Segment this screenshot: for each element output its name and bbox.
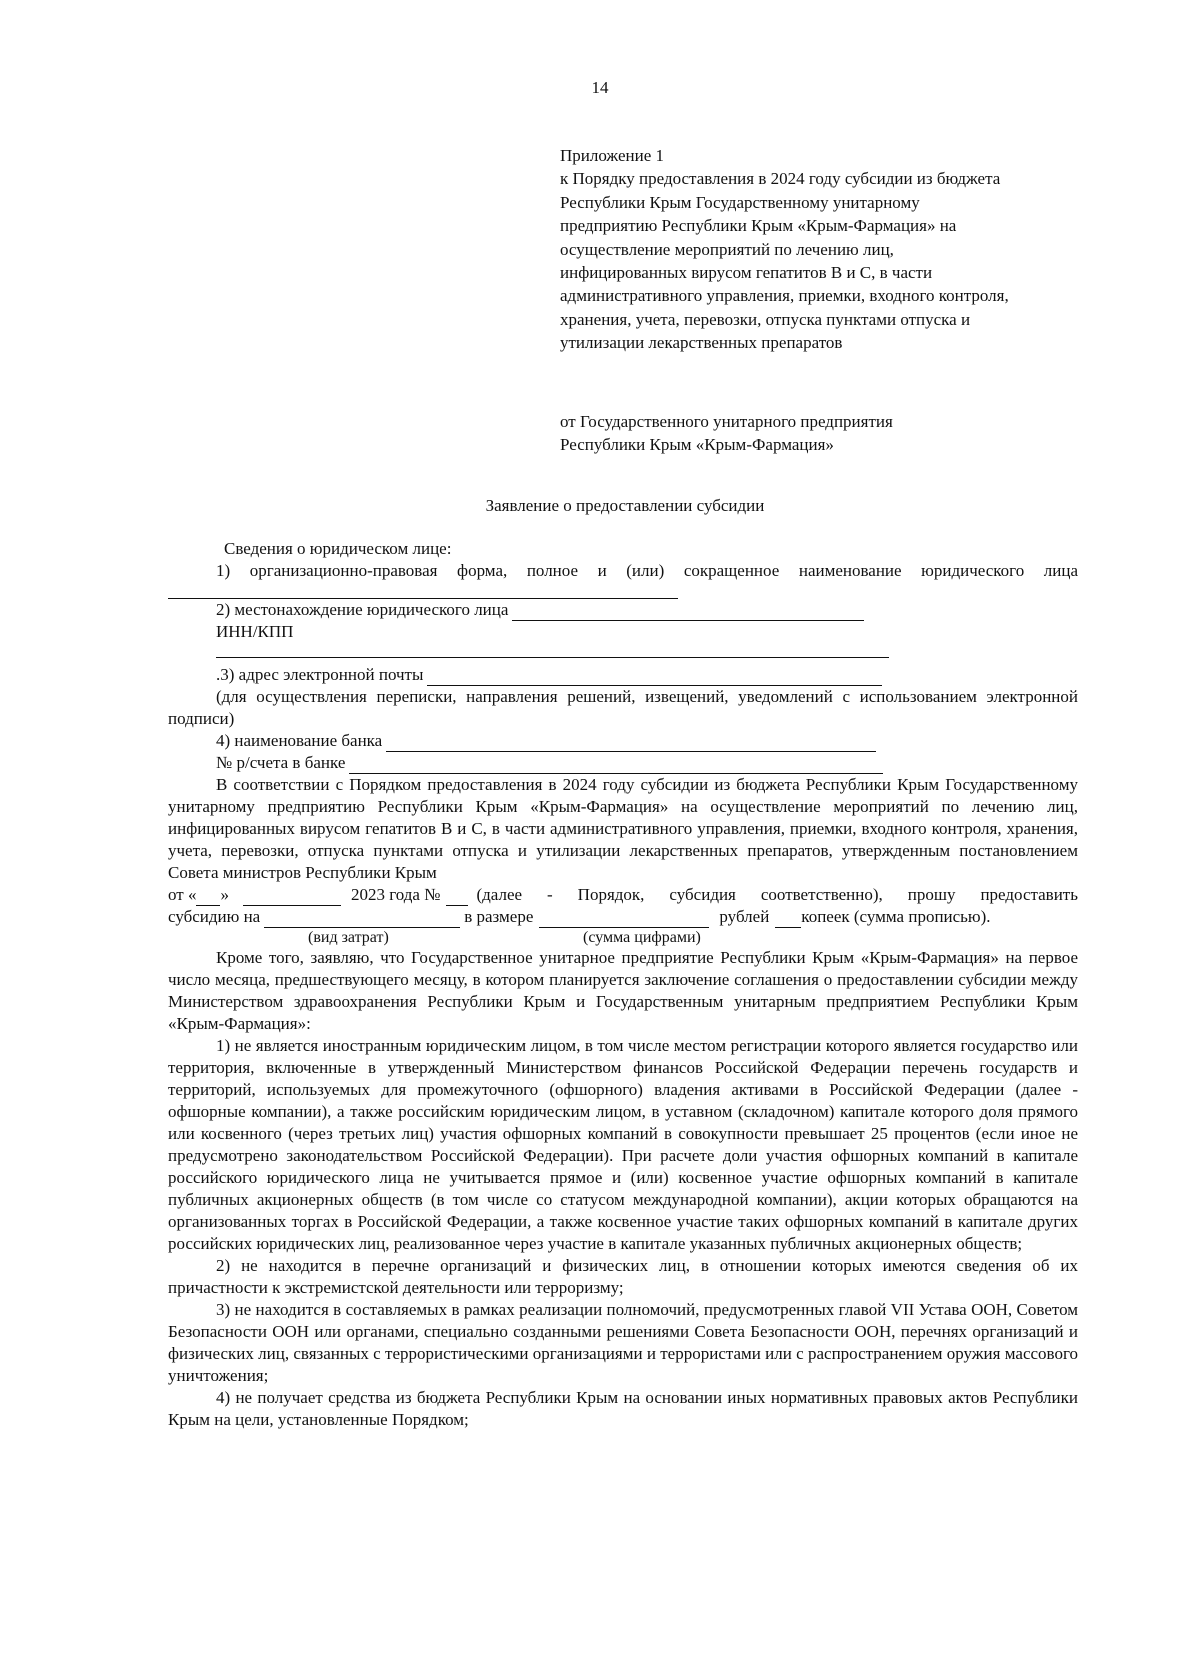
month-blank	[243, 889, 341, 906]
appendix-line: к Порядку предоставления в 2024 году субсидии из бюджета	[560, 169, 1001, 189]
sender-line: Республики Крым «Крым-Фармация»	[560, 435, 834, 454]
caption-amount: (сумма цифрами)	[583, 929, 701, 946]
declaration-item-2: 2) не находится в перечне организаций и физических лиц, в отношении которых имеются сведения об их причастности к экстремистской деятельности или терроризму;	[168, 1256, 1078, 1297]
appendix-line: хранения, учета, перевозки, отпуска пунктами отпуска и	[560, 309, 971, 329]
blank-line	[512, 604, 864, 621]
year-label: 2023 года №	[350, 885, 441, 904]
inn-kpp-label: ИНН/КПП	[216, 622, 294, 641]
blank-line	[427, 669, 882, 686]
appendix-line: административного управления, приемки, входного контроля,	[560, 286, 1009, 306]
blank-line	[216, 643, 889, 658]
document-title: Заявление о предоставлении субсидии	[485, 496, 765, 515]
appendix-line: утилизации лекарственных препаратов	[560, 333, 843, 353]
date-suffix: (далее - Порядок, субсидия соответственно), прошу предоставить	[476, 885, 1078, 904]
form-item-3-row	[168, 664, 1078, 686]
form-item-1-blank-row	[168, 582, 1078, 599]
declaration-item-1: 1) не является иностранным юридическим лицом, в том числе местом регистрации которого является государство или территория, включенные в утвержденный Министерством финансов Российской Федерации перечень государств и территорий, используемых для промежуточного (офшорного) владения активами в Российской Федерации (далее - офшорные компании), а также российским юридическим лицом, в уставном (складочном) капитале которого доля прямого или косвенного (через третьих лиц) участия офшорных компаний в совокупности превышает 25 процентов (если иное не предусмотрено законодательством Российской Федерации). При расчете доли участия офшорных компаний в капитале российского юридического лица не учитывается прямое и (или) косвенное участие офшорных компаний в капитале публичных акционерных обществ (в том числе со статусом международной компании), акции которых обращаются на организованных торгах в Российской Федерации, а также косвенное участие таких офшорных компаний в капитале других российских юридических лиц, реализованное через участие в капитале указанных публичных акционерных обществ;	[168, 1036, 1078, 1253]
caption-cost-type: (вид затрат)	[308, 929, 389, 946]
appendix-line: Республики Крым Государственному унитарному	[560, 192, 920, 212]
account-label: № р/счета в банке	[216, 753, 346, 772]
appendix-line: Приложение 1	[560, 146, 664, 165]
form-item-1: 1) организационно-правовая форма, полное и (или) сокращенное наименование юридического лица	[216, 561, 1078, 580]
form-item-2-label: 2) местонахождение юридического лица	[216, 600, 509, 619]
declaration-intro: Кроме того, заявляю, что Государственное унитарное предприятие Республики Крым «Крым-Фармация» на первое число месяца, предшествующего месяцу, в котором планируется заключение соглашения о предоставлении субсидии между Министерством здравоохранения Республики Крым и Государственным унитарным предприятием Республики Крым «Крым-Фармация»:	[168, 948, 1078, 1033]
subsidy-row	[168, 906, 1078, 928]
appendix-line: инфицированных вирусом гепатитов В и С, в части	[560, 263, 933, 283]
sender-line: от Государственного унитарного предприятия	[560, 412, 893, 431]
number-blank	[446, 889, 468, 906]
form-item-4-row	[168, 730, 1078, 752]
appendix-header	[560, 144, 1080, 355]
form-item-2-row	[168, 599, 1078, 621]
request-date-row	[168, 884, 1078, 906]
request-paragraph: В соответствии с Порядком предоставления в 2024 году субсидии из бюджета Республики Крым Государственному унитарному предприятию Республики Крым «Крым-Фармация» на осуществление мероприятий по лечению лиц, инфицированных вирусом гепатитов В и С, в части административного управления, приемки, входного контроля, хранения, учета, перевозки, отпуска пунктами отпуска и утилизации лекарственных препаратов, утвержденным постановлением Совета министров Республики Крым	[168, 775, 1078, 882]
form-item-3-note: (для осуществления переписки, направления решений, извещений, уведомлений с использованием электронной подписи)	[168, 687, 1078, 728]
sender-block	[560, 410, 1080, 456]
day-blank	[196, 889, 220, 906]
form-item-4-label: 4) наименование банка	[216, 731, 383, 750]
document-body	[168, 538, 1078, 1431]
kopecks-blank	[775, 911, 801, 928]
account-row	[168, 752, 1078, 774]
subsidy-on-label: субсидию на	[168, 907, 261, 926]
form-item-3-label: .3) адрес электронной почты	[216, 665, 424, 684]
cost-type-blank	[264, 911, 460, 928]
declaration-item-3: 3) не находится в составляемых в рамках реализации полномочий, предусмотренных главой VII Устава ООН, Советом Безопасности ООН или органами, специально созданными решениями Совета Безопасности ООН, перечнях организаций и физических лиц, связанных с террористическими организациями и террористами или с распространением оружия массового уничтожения;	[168, 1300, 1078, 1385]
kopecks-label: копеек (сумма прописью).	[801, 907, 991, 926]
blank-line	[349, 757, 883, 774]
blank-line	[386, 735, 876, 752]
form-heading: Сведения о юридическом лице:	[224, 539, 452, 558]
appendix-line: осуществление мероприятий по лечению лиц,	[560, 239, 894, 259]
rubles-label: рублей	[719, 907, 770, 926]
declaration-item-4: 4) не получает средства из бюджета Республики Крым на основании иных нормативных правовых актов Республики Крым на цели, установленные Порядком;	[168, 1388, 1078, 1429]
amount-blank	[539, 911, 709, 928]
caption-row	[168, 928, 1078, 947]
in-amount-label: в размере	[464, 907, 534, 926]
date-close: »	[220, 885, 229, 904]
blank-line	[168, 582, 678, 599]
date-prefix: от «	[168, 885, 197, 904]
page-number: 14	[591, 78, 609, 97]
appendix-line: предприятию Республики Крым «Крым-Фармация» на	[560, 216, 957, 236]
